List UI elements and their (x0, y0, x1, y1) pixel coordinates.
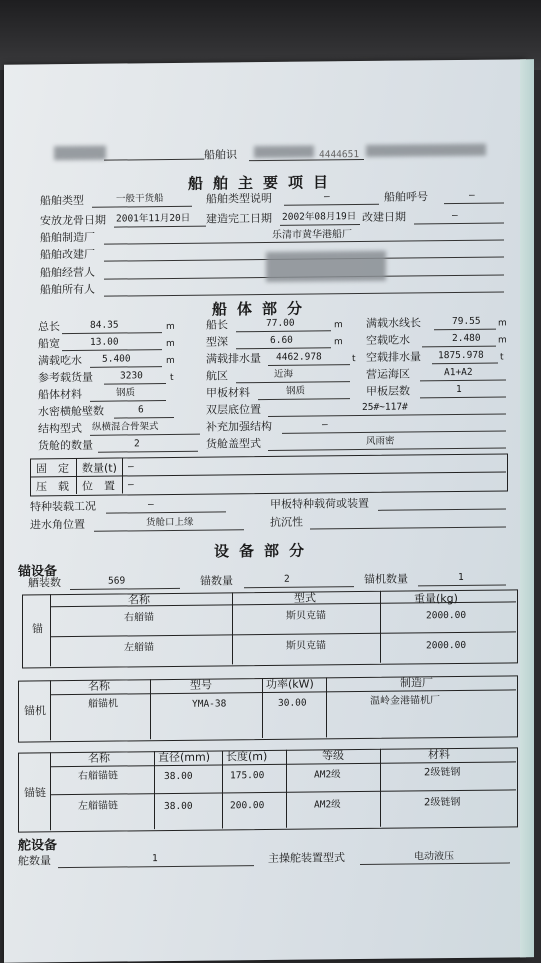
route-label: 营运海区 (366, 367, 410, 381)
full-draft-value: 5.400 (102, 353, 131, 365)
builder-label: 船舶制造厂 (40, 230, 95, 245)
chain-header-length: 长度(m) (226, 749, 268, 764)
struct-label: 结构型式 (38, 421, 82, 436)
unit-m: m (334, 337, 343, 348)
winch-row-maker: 温岭金港锚机厂 (370, 695, 440, 707)
ballast-press-label: 压 载 (36, 480, 69, 494)
hull-mat-value: 钢质 (116, 387, 136, 399)
owner-label: 船舶所有人 (40, 282, 95, 297)
chain-row-grade: AM2级 (314, 769, 341, 781)
special-label: 特种装载工况 (30, 499, 96, 514)
built-date: 2002年08月19日 (282, 211, 357, 223)
title-main-items: 船舶主要项目 (188, 173, 339, 193)
chain-header-grade: 等级 (322, 749, 344, 763)
flood-label: 进水角位置 (30, 517, 85, 532)
loa-value: 84.35 (90, 319, 119, 331)
light-disp-label: 空载排水量 (366, 350, 421, 364)
flood-value: 货舱口上缘 (146, 516, 194, 529)
chain-row-material: 2级链钢 (424, 766, 461, 779)
anchor-row-weight: 2000.00 (426, 639, 467, 652)
anchor-row-name: 右艏锚 (124, 612, 154, 624)
rebuilt-date: — (452, 209, 458, 222)
operator-label: 船舶经营人 (40, 265, 95, 280)
chain-row-diameter: 38.00 (164, 800, 193, 813)
loa-label: 总长 (38, 320, 60, 334)
anchor-header-type: 型式 (294, 591, 316, 605)
winch-header-model: 型号 (190, 678, 212, 692)
unit-m: m (166, 355, 175, 367)
chain-row-length: 175.00 (230, 770, 265, 782)
dbl-bottom-label: 双层底位置 (206, 403, 261, 417)
rudder-count-label: 舵数量 (18, 854, 51, 868)
unit-m: m (498, 335, 507, 346)
winch-row-name: 艏锚机 (88, 698, 118, 710)
unit-m: m (166, 321, 175, 333)
beam-label: 船宽 (38, 337, 60, 351)
chain-row-name: 左艏锚链 (78, 800, 118, 812)
ship-id-label: 船舶识 (204, 148, 237, 162)
winch-header-power: 功率(kW) (266, 677, 314, 691)
light-draft-label: 空载吃水 (366, 333, 410, 347)
outfit-value: 569 (108, 575, 126, 587)
type-value: 一般干货船 (116, 193, 164, 205)
chain-row-length: 200.00 (230, 800, 265, 812)
anchor-row-type: 斯贝克锚 (286, 610, 326, 622)
winch-header-name: 名称 (88, 679, 110, 693)
full-disp-value: 4462.978 (276, 351, 322, 363)
builder-value: 乐清市黄华港船厂 (272, 229, 352, 241)
winch-count-label: 锚机数量 (364, 572, 408, 586)
chain-header-name: 名称 (88, 751, 110, 765)
type-label: 船舶类型 (40, 193, 84, 208)
unit-t: t (500, 352, 504, 363)
unit-t: t (170, 372, 174, 383)
chain-row-grade: AM2级 (314, 799, 341, 811)
rudder-section-title: 舵设备 (18, 838, 58, 854)
document-page (4, 59, 526, 962)
winch-row-model: YMA-38 (192, 698, 227, 710)
full-wl-label: 满载水线长 (366, 316, 421, 330)
light-draft-value: 2.480 (452, 332, 481, 345)
anchor-header-name: 名称 (128, 593, 150, 607)
ballast-pos-value: — (128, 479, 134, 491)
rebuilt-label: 改建日期 (362, 210, 406, 224)
redacted-blur (54, 146, 106, 161)
unit-m: m (498, 318, 507, 329)
dbl-bottom-value: 25#~117# (362, 401, 408, 413)
keel-label: 安放龙骨日期 (40, 213, 106, 228)
depth-value: 6.60 (270, 334, 293, 346)
redacted-blur (254, 145, 314, 158)
chain-side-label: 锚链 (24, 786, 46, 800)
reinforce-value: — (322, 419, 328, 431)
call-sign-label: 船舶呼号 (384, 190, 428, 204)
built-label: 建造完工日期 (206, 211, 272, 226)
anchor-side-label: 锚 (32, 622, 43, 636)
unit-t: t (352, 354, 356, 365)
special-value: — (148, 499, 154, 511)
sink-label: 抗沉性 (270, 515, 303, 529)
dwt-value: 3230 (120, 370, 143, 382)
deck-mat-value: 钢质 (286, 385, 306, 397)
winch-count-value: 1 (458, 571, 464, 583)
hull-mat-label: 船体材料 (38, 387, 82, 402)
steering-gear-value: 电动液压 (414, 851, 454, 863)
title-equipment: 设备部分 (214, 541, 315, 561)
deck-mat-label: 甲板材料 (206, 386, 250, 400)
type-desc-value: — (324, 191, 330, 203)
hatch-value: 风雨密 (366, 435, 395, 447)
reinforce-label: 补充加强结构 (206, 419, 272, 434)
lbp-label: 船长 (206, 318, 228, 332)
call-sign-value: — (469, 189, 475, 201)
ballast-pos-label: 位 置 (82, 479, 115, 493)
winch-row-power: 30.00 (278, 697, 307, 709)
rudder-count-value: 1 (152, 853, 158, 865)
steering-gear-label: 主操舵装置型式 (268, 851, 345, 865)
deck-layers-value: 1 (456, 383, 462, 395)
anchor-row-type: 斯贝克锚 (286, 640, 326, 652)
rebuilder-label: 船舶改建厂 (40, 247, 95, 262)
deck-special-label: 甲板特种载荷或装置 (270, 496, 369, 511)
ballast-fixed-label: 固 定 (36, 462, 69, 476)
chain-header-material: 材料 (428, 748, 450, 762)
anchor-row-weight: 2000.00 (426, 609, 467, 622)
title-hull: 船体部分 (212, 299, 313, 319)
holds-value: 2 (134, 438, 140, 450)
anchor-row-name: 左艏锚 (124, 642, 154, 654)
deck-layers-label: 甲板层数 (366, 384, 410, 398)
full-draft-label: 满载吃水 (38, 353, 82, 368)
unit-m: m (166, 338, 175, 350)
nav-value: 近海 (274, 368, 294, 380)
unit-m: m (334, 320, 343, 331)
ship-id-value: 4444651 (319, 149, 360, 161)
winch-header-maker: 制造厂 (400, 676, 433, 690)
struct-value: 纵横混合骨架式 (92, 421, 159, 433)
redacted-blur (266, 251, 386, 282)
full-wl-value: 79.55 (452, 315, 481, 328)
type-desc-label: 船舶类型说明 (206, 191, 272, 206)
anchor-count-label: 锚数量 (200, 574, 233, 588)
anchor-header-weight: 重量(kg) (414, 591, 458, 606)
chain-header-diameter: 直径(mm) (158, 750, 211, 765)
depth-label: 型深 (206, 335, 228, 349)
route-value: A1+A2 (444, 366, 473, 379)
light-disp-value: 1875.978 (438, 349, 484, 362)
ballast-qty-label: 数量(t) (82, 461, 117, 475)
beam-value: 13.00 (90, 336, 119, 348)
bulkhead-value: 6 (138, 404, 144, 416)
winch-side-label: 锚机 (24, 704, 46, 718)
nav-label: 航区 (206, 369, 228, 383)
ballast-qty-value: — (128, 461, 134, 473)
keel-date: 2001年11月20日 (116, 212, 191, 225)
chain-row-name: 右艏锚链 (78, 770, 118, 782)
redacted-blur (366, 144, 486, 157)
chain-row-diameter: 38.00 (164, 770, 193, 783)
holds-label: 货舱的数量 (38, 438, 93, 453)
chain-row-material: 2级链钢 (424, 796, 461, 809)
outfit-label: 舾装数 (28, 576, 61, 590)
hatch-label: 货舱盖型式 (206, 437, 261, 451)
anchor-count-value: 2 (284, 573, 290, 585)
full-disp-label: 满载排水量 (206, 352, 261, 366)
lbp-value: 77.00 (266, 317, 295, 329)
bulkhead-label: 水密横舱壁数 (38, 404, 104, 419)
dwt-label: 参考载货量 (38, 370, 93, 385)
anchor-section-title: 锚设备 (18, 564, 58, 580)
